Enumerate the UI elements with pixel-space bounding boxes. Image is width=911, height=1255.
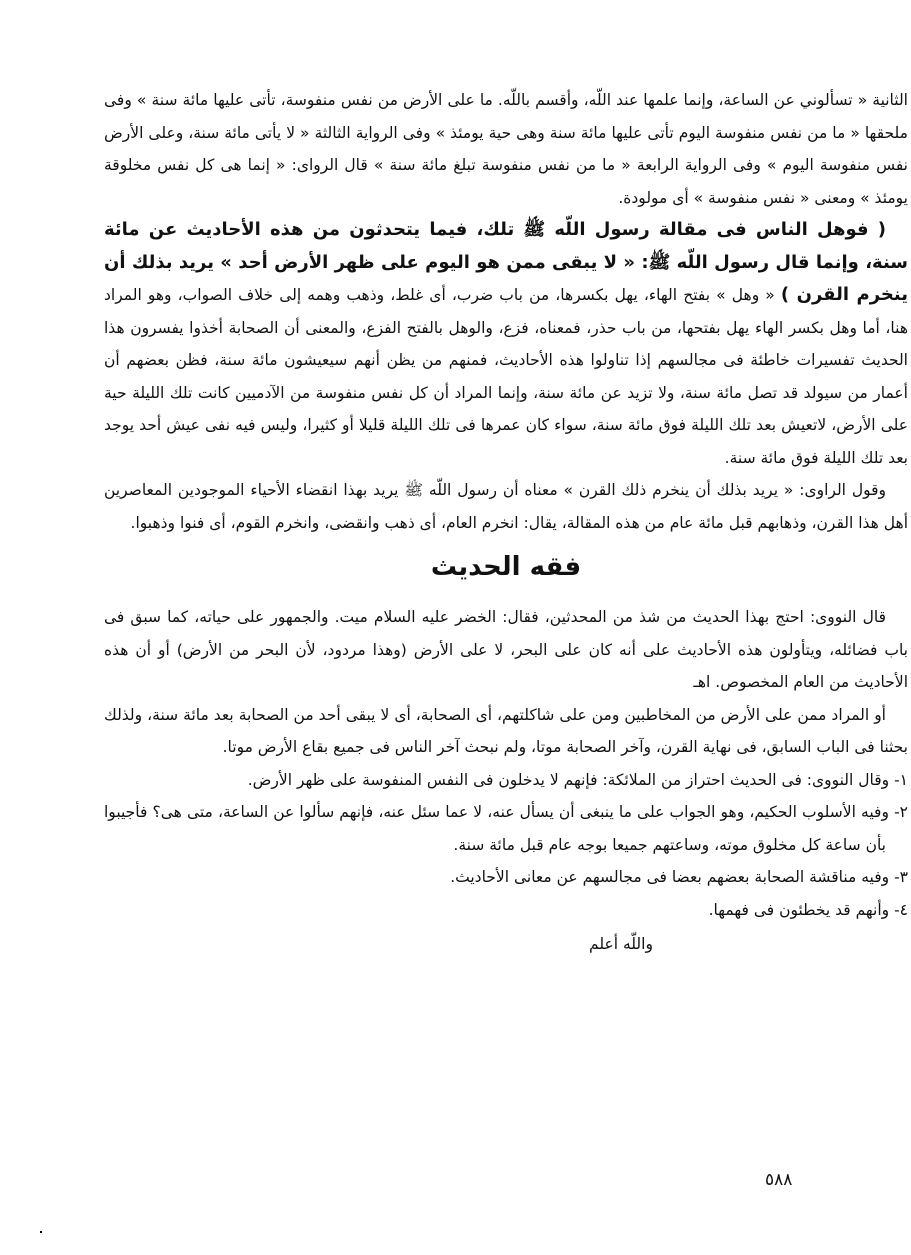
section-heading-fiqh: فقه الحديث — [430, 552, 582, 582]
book-page — [104, 84, 908, 960]
list-marker: ٤- — [894, 900, 908, 919]
hadith-explanation: « وهل » بفتح الهاء، يهل بكسرها، من باب ضرب، أى غلط، وذهب وهمه إلى خلاف الصواب، وهو المراد هنا، أما وهل بكسر الهاء يهل بفتحها، من باب حذر، فمعناه، فزع، والوهل بالفتح الفزع، والمعنى أن الصحابة أخذوا يفسرون هذا الحديث تفسيرات خاطئة فى مجالسهم إذا تناولوا هذه الأحاديث، فمنهم من يظن أنهم سيعيشون مائة سنة، فظن بعضهم أن أعمار من سيولد قد تصل مائة سنة، ولا تزيد عن مائة سنة، وإنما المراد أن كل نفس منفوسة من الآدميين كانت تلك الليلة حية على الأرض، لاتعيش بعد تلك الليلة فوق مائة سنة، سواء كان عمرها فى تلك الليلة قليلا أو كثيرا، وليس فيه نفى عيش أحد يوجد بعد تلك الليلة فوق مائة سنة. — [104, 286, 908, 467]
paragraph-hadith-quote — [104, 214, 908, 474]
list-text: وفيه مناقشة الصحابة بعضهم بعضا فى مجالسهم عن معانى الأحاديث. — [450, 868, 890, 886]
paragraph-nawawi: قال النووى: احتج بهذا الحديث من شذ من المحدثين، فقال: الخضر عليه السلام ميت. والجمهور على حياته، كما سبق فى باب فضائله، ويتأولون هذه الأحاديث على أنه كان على البحر، لا على الأرض (وهذا مردود، لأن البحر من الأرض) أو أن هذه الأحاديث من العام المخصوص. اهـ — [104, 608, 908, 691]
list-item — [104, 861, 908, 894]
lessons-list — [104, 764, 908, 927]
list-text: وقال النووى: فى الحديث احتراز من الملائكة: فإنهم لا يدخلون فى النفس المنفوسة على ظهر الأرض. — [247, 770, 890, 789]
list-item — [104, 894, 908, 927]
list-item — [104, 764, 908, 797]
page-number: ٥٨٨ — [765, 1170, 793, 1190]
paragraph-narrator-saying: وقول الراوى: « يريد بذلك أن ينخرم ذلك القرن » معناه أن رسول اللّه ﷺ يريد بهذا انقضاء الأحياء الموجودين المعاصرين أهل هذا القرن، وذهابهم قبل مائة عام من هذه المقالة، يقال: انخرم العام، أى ذهب وانقضى، وانخرم القوم، أى فنوا وذهبوا. — [104, 481, 908, 532]
list-text: وأنهم قد يخطئون فى فهمها. — [708, 900, 890, 919]
closing-phrase: واللّه أعلم — [589, 935, 653, 953]
hadith-matn-bold: ( فوهل الناس فى مقالة رسول اللّه ﷺ تلك، فيما يتحدثون من هذه الأحاديث عن مائة سنة، وإنما قال رسول اللّه ﷺ: « لا يبقى ممن هو اليوم على ظهر الأرض أحد » يريد بذلك أن ينخرم القرن ) — [104, 219, 908, 305]
paragraph-meaning: أو المراد ممن على الأرض من المخاطبين ومن على شاكلتهم، أى الصحابة، أى لا يبقى أحد من الصحابة بعد مائة سنة، ولذلك بحثنا فى الباب السابق، فى نهاية القرن، وآخر الصحابة موتا، ولم نبحث آخر الناس فى جميع بقاع الأرض موتا. — [104, 705, 908, 756]
list-marker: ٣- — [894, 868, 908, 886]
paragraph-narrations: الثانية « تسألوني عن الساعة، وإنما علمها عند اللّه، وأقسم باللّه. ما على الأرض من نفس منفوسة، تأتى عليها مائة سنة » وفى ملحقها « ما من نفس منفوسة اليوم تأتى عليها مائة سنة وهى حية يومئذ » وفى الرواية الثالثة « لا يأتى مائة سنة، وعلى الأرض نفس منفوسة اليوم » وفى الرواية الرابعة « ما من نفس منفوسة تبلغ مائة سنة » قال الرواى: « إنما هى كل نفس مخلوقة يومئذ » ومعنى « نفس منفوسة » أى مولودة. — [104, 91, 908, 207]
list-marker: ١- — [894, 770, 908, 789]
list-marker: ٢- — [894, 803, 908, 821]
list-text: وفيه الأسلوب الحكيم، وهو الجواب على ما ينبغى أن يسأل عنه، لا عما سئل عنه، فإنهم سألوا عن الساعة، متى هى؟ فأجيبوا بأن ساعة كل مخلوق موته، وساعتهم جميعا بوجه عام قبل مائة سنة. — [104, 803, 889, 854]
list-item — [104, 796, 908, 861]
scan-speck — [40, 1231, 42, 1233]
